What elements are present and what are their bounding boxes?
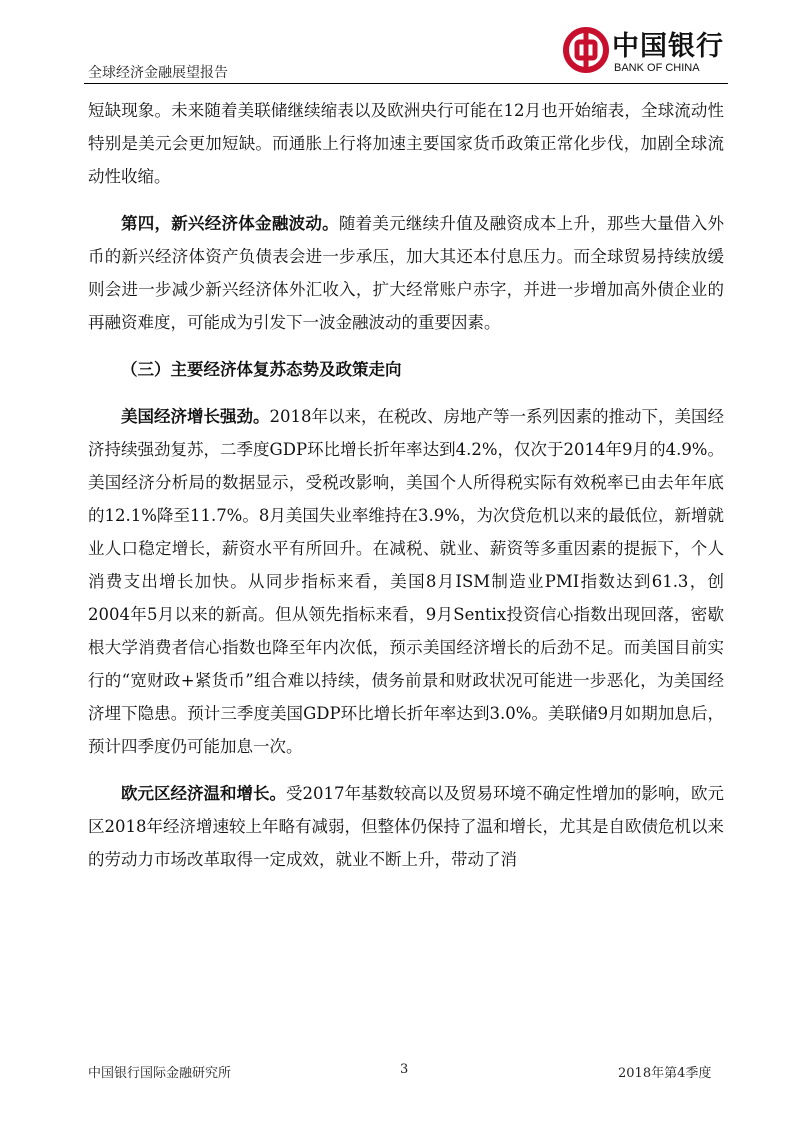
footer-institute: 中国银行国际金融研究所 xyxy=(88,1066,232,1081)
report-body xyxy=(88,94,724,876)
paragraph-lead: 第四，新兴经济体金融波动。 xyxy=(121,214,339,233)
paragraph-eurozone xyxy=(88,777,724,876)
paragraph-text: 随着美元继续升值及融资成本上升，那些大量借入外币的新兴经济体资产负债表会进一步承压，加大其还本付息压力。而全球贸易持续放缓则会进一步减少新兴经济体外汇收入，扩大经常账户赤字，并进一步增加高外债企业的再融资难度，可能成为引发下一波金融波动的重要因素。 xyxy=(88,214,725,332)
paragraph-liquidity: 短缺现象。未来随着美联储继续缩表以及欧洲央行可能在12月也开始缩表，全球流动性特别是美元会更加短缺。而通胀上行将加速主要国家货币政策正常化步伐，加剧全球流动性收缩。 xyxy=(88,101,724,186)
paragraph-text: 受2017年基数较高以及贸易环境不确定性增加的影响，欧元区2018年经济增速较上年略有减弱，但整体仍保持了温和增长，尤其是自欧债危机以来的劳动力市场改革取得一定成效，就业不断上升，带动了消 xyxy=(88,784,724,869)
paragraph-text: 2018年以来，在税改、房地产等一系列因素的推动下，美国经济持续强劲复苏，二季度GDP环比增长折年率达到4.2%，仅次于2014年9月的4.9%。美国经济分析局的数据显示，受税改影响，美国个人所得税实际有效税率已由去年年底的12.1%降至11.7%。8月美国失业率维持在3.9%，为次贷危机以来的最低位，新增就业人口稳定增长，薪资水平有所回升。在减税、就业、薪资等多重因素的提振下，个人消费支出增长加快。从同步指标来看，美国8月ISM制造业PMI指数达到61.3，创2004年5月以来的新高。但从领先指标来看，9月Sentix投资信心指数出现回落，密歇根大学消费者信心指数也降至年内次低，预示美国经济增长的后劲不足。而美国目前实行的“宽财政+紧货币”组合难以持续，债务前景和财政状况可能进一步恶化，为美国经济埋下隐患。预计三季度美国GDP环比增长折年率达到3.0%。美联储9月如期加息后，预计四季度仍可能加息一次。 xyxy=(88,407,724,756)
boc-emblem-icon xyxy=(562,26,610,74)
logo-text-cn: 中国银行 xyxy=(612,31,724,62)
footer-period: 2018年第4季度 xyxy=(618,1066,712,1081)
paragraph-lead: 美国经济增长强劲。 xyxy=(121,407,270,426)
section-heading: （三）主要经济体复苏态势及政策走向 xyxy=(121,360,402,379)
paragraph-emerging-markets xyxy=(88,207,724,339)
bank-logo xyxy=(562,22,732,82)
header-divider xyxy=(84,83,728,84)
logo-text-en: BANK OF CHINA xyxy=(614,62,700,74)
paragraph-us-economy xyxy=(88,400,724,763)
page-number: 3 xyxy=(400,1062,409,1077)
paragraph-lead: 欧元区经济温和增长。 xyxy=(121,784,286,803)
report-title: 全球经济金融展望报告 xyxy=(88,65,228,81)
